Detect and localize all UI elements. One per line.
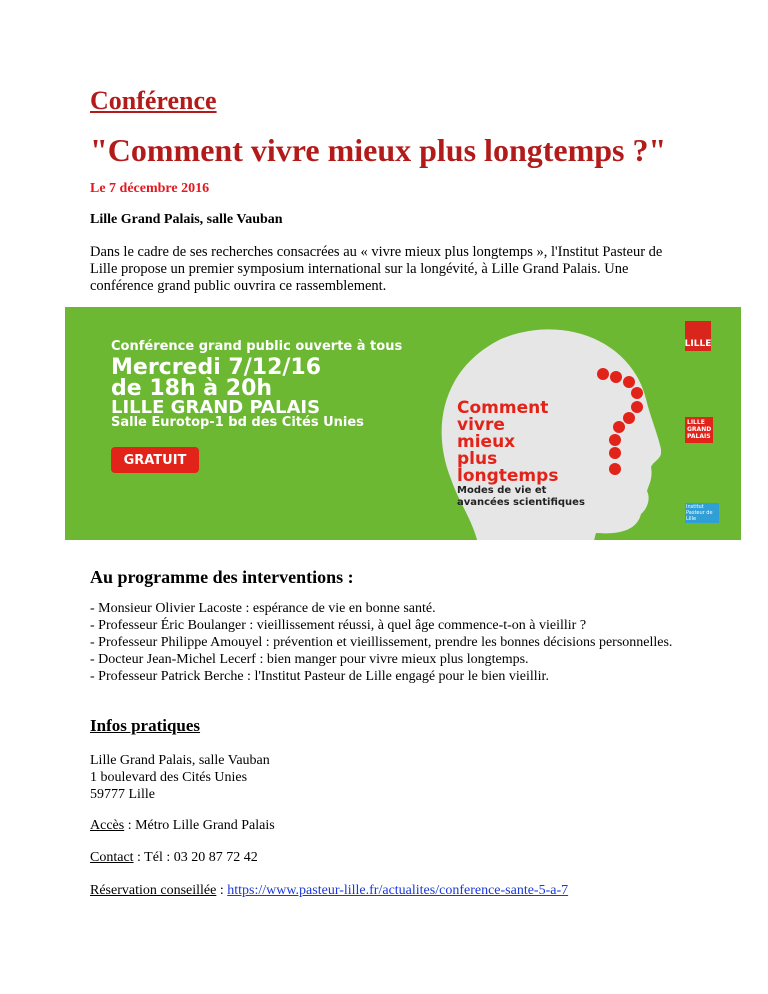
banner-headline	[457, 400, 558, 485]
event-banner	[65, 307, 741, 540]
banner-tagline: Conférence grand public ouverte à tous	[111, 339, 403, 354]
banner-venue: LILLE GRAND PALAIS	[111, 397, 321, 418]
contact-label: Contact	[90, 850, 134, 865]
address-line: Lille Grand Palais, salle Vauban	[90, 753, 270, 768]
reservation-line	[90, 883, 568, 899]
banner-subline-line: avancées scientifiques	[457, 497, 585, 508]
programme-list	[90, 600, 690, 685]
programme-heading: Au programme des interventions :	[90, 567, 354, 587]
free-badge: GRATUIT	[111, 447, 199, 473]
document-title: "Comment vivre mieux plus longtemps ?"	[90, 132, 667, 168]
document-kicker: Conférence	[90, 86, 217, 115]
reservation-separator: :	[216, 883, 228, 898]
address-line: 59777 Lille	[90, 787, 155, 802]
list-item: - Docteur Jean-Michel Lecerf : bien manger pour vivre mieux plus longtemps.	[90, 652, 529, 667]
list-item: - Professeur Patrick Berche : l'Institut Pasteur de Lille engagé pour le bien vieillir.	[90, 669, 549, 684]
lille-grand-palais-logo: LILLE GRAND PALAIS	[685, 417, 713, 443]
banner-headline-line: longtemps	[457, 466, 559, 486]
banner-date: Mercredi 7/12/16	[111, 355, 322, 380]
access-value: : Métro Lille Grand Palais	[124, 818, 275, 833]
event-venue: Lille Grand Palais, salle Vauban	[90, 212, 283, 227]
banner-headline-line: vivre	[457, 415, 505, 435]
banner-headline-line: Comment	[457, 398, 549, 418]
event-date: Le 7 décembre 2016	[90, 181, 210, 196]
reservation-link[interactable]: https://www.pasteur-lille.fr/actualites/conference-sante-5-a-7	[227, 883, 569, 898]
list-item: - Professeur Éric Boulanger : vieillissement réussi, à quel âge commence-t-on à vieillir ?	[90, 618, 587, 633]
banner-headline-line: mieux	[457, 432, 516, 452]
ville-de-lille-logo: LILLE	[685, 321, 711, 351]
infos-heading: Infos pratiques	[90, 716, 201, 735]
institut-pasteur-logo: Institut Pasteur de Lille	[685, 503, 719, 523]
address-line: 1 boulevard des Cités Unies	[90, 770, 248, 785]
access-label: Accès	[90, 818, 125, 833]
banner-subline	[457, 485, 585, 509]
address-block	[90, 752, 270, 803]
contact-line	[90, 850, 258, 866]
access-line	[90, 818, 275, 834]
contact-value: : Tél : 03 20 87 72 42	[133, 850, 258, 865]
reservation-label: Réservation conseillée	[90, 883, 217, 898]
banner-headline-line: plus	[457, 449, 498, 469]
banner-address: Salle Eurotop-1 bd des Cités Unies	[111, 415, 364, 430]
intro-paragraph: Dans le cadre de ses recherches consacrées au « vivre mieux plus longtemps », l'Institut Pasteur de Lille propose un premier symposium international sur la longévité, à Lille Grand Palais. Une conférence grand public ouvrira ce rassemblement.	[90, 244, 663, 294]
banner-time: de 18h à 20h	[111, 376, 273, 401]
list-item: - Professeur Philippe Amouyel : prévention et vieillissement, prendre les bonnes décisions personnelles.	[90, 635, 673, 650]
list-item: - Monsieur Olivier Lacoste : espérance de vie en bonne santé.	[90, 601, 436, 616]
banner-subline-line: Modes de vie et	[457, 485, 547, 496]
